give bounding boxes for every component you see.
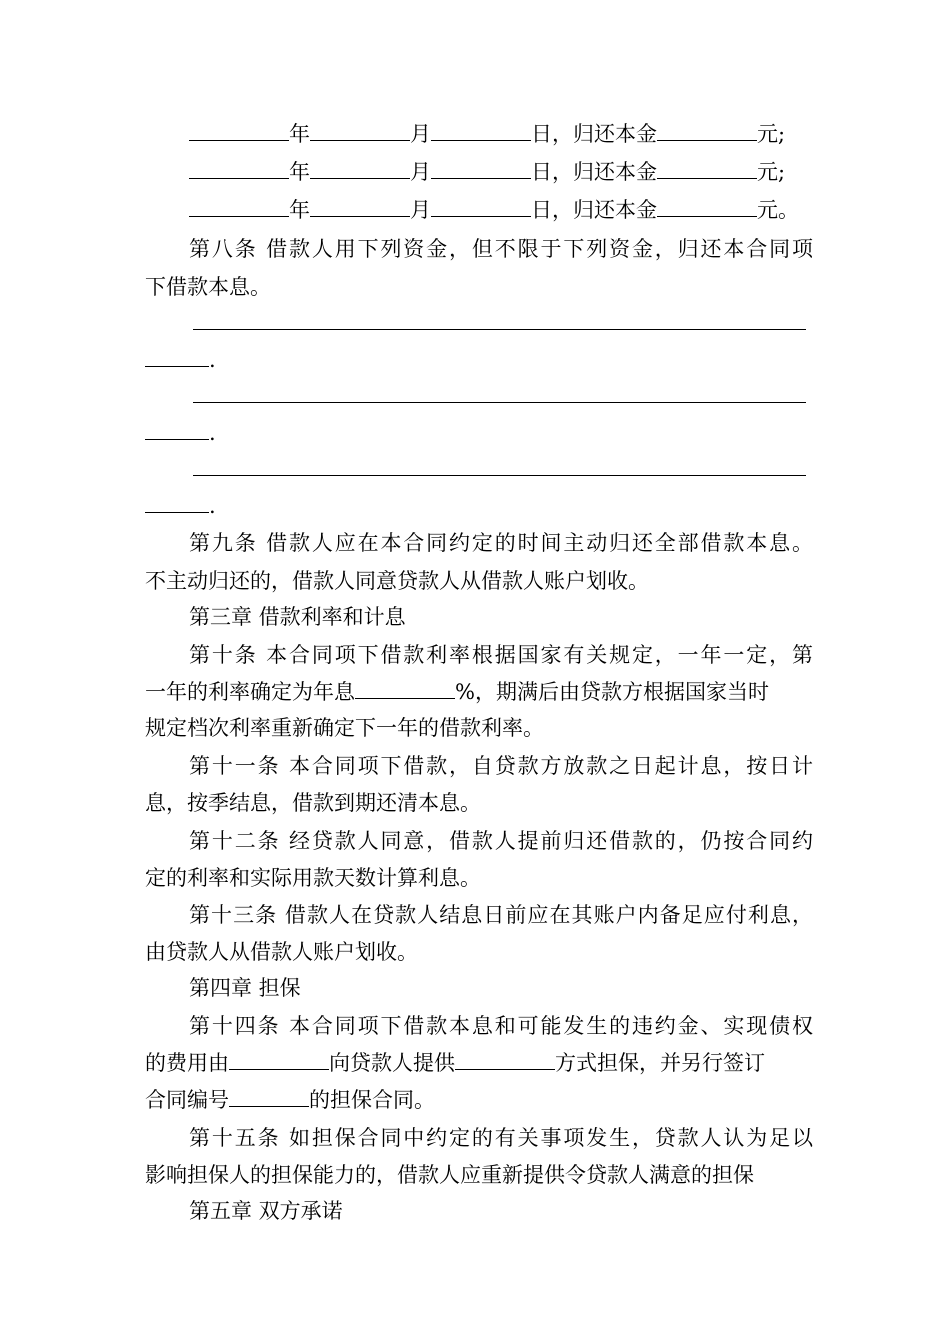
article-15-line-1: 第十五条 如担保合同中约定的有关事项发生，贷款人认为足以 (189, 1126, 813, 1150)
article-15-line-2: 影响担保人的担保能力的，借款人应重新提供令贷款人满意的担保 (145, 1163, 754, 1187)
blank-year (189, 120, 289, 141)
blank-guarantor (229, 1049, 329, 1070)
article-9-line-2: 不主动归还的，借款人同意贷款人从借款人账户划收。 (145, 569, 649, 593)
article-8-line-1: 第八条 借款人用下列资金，但不限于下列资金，归还本合同项 (189, 237, 813, 261)
blank-month (310, 196, 410, 217)
chapter-3-heading: 第三章 借款利率和计息 (189, 605, 406, 629)
label-month: 月 (410, 160, 431, 184)
text: 的担保合同。 (309, 1088, 435, 1112)
blank-amount (657, 158, 757, 179)
article-10-line-1: 第十条 本合同项下借款利率根据国家有关规定，一年一定，第 (189, 643, 813, 667)
short-rule (145, 419, 209, 440)
label-year: 年 (289, 122, 310, 146)
blank-day (431, 120, 531, 141)
label-unit: 元。 (757, 198, 799, 222)
article-10-line-3: 规定档次利率重新确定下一年的借款利率。 (145, 716, 544, 740)
blank-month (310, 158, 410, 179)
blank-month (310, 120, 410, 141)
label-unit: 元; (757, 122, 786, 146)
blank-day (431, 158, 531, 179)
article-8-line-2: 下借款本息。 (145, 275, 271, 299)
article-14-line-2 (145, 1045, 813, 1081)
period-mark: . (209, 421, 216, 445)
blank-year (189, 196, 289, 217)
blank-amount (657, 196, 757, 217)
text: %，期满后由贷款方根据国家当时 (455, 680, 769, 704)
short-rule (145, 492, 209, 513)
label-day-repay: 日，归还本金 (531, 198, 657, 222)
text: 一年的利率确定为年息 (145, 680, 355, 704)
label-month: 月 (410, 198, 431, 222)
short-rule (145, 346, 209, 367)
fill-in-line-2-end (145, 415, 813, 451)
fill-in-rule-2 (193, 402, 806, 403)
blank-year (189, 158, 289, 179)
fill-in-rule-1 (193, 329, 806, 330)
article-11-line-2: 息，按季结息，借款到期还清本息。 (145, 791, 481, 815)
blank-guarantee-type (455, 1049, 555, 1070)
article-14-line-1: 第十四条 本合同项下借款本息和可能发生的违约金、实现债权 (189, 1014, 813, 1038)
repayment-line-2 (189, 154, 813, 190)
chapter-4-heading: 第四章 担保 (189, 976, 301, 1000)
article-11-line-1: 第十一条 本合同项下借款，自贷款方放款之日起计息，按日计 (189, 754, 813, 778)
period-mark: . (209, 348, 216, 372)
label-month: 月 (410, 122, 431, 146)
text: 方式担保，并另行签订 (555, 1051, 765, 1075)
fill-in-rule-3 (193, 475, 806, 476)
blank-day (431, 196, 531, 217)
label-year: 年 (289, 198, 310, 222)
label-unit: 元; (757, 160, 786, 184)
article-12-line-2: 定的利率和实际用款天数计算利息。 (145, 866, 481, 890)
article-9-line-1: 第九条 借款人应在本合同约定的时间主动归还全部借款本息。 (189, 531, 813, 555)
article-13-line-1: 第十三条 借款人在贷款人结息日前应在其账户内备足应付利息， (189, 903, 813, 927)
article-13-line-2: 由贷款人从借款人账户划收。 (145, 940, 418, 964)
label-day-repay: 日，归还本金 (531, 160, 657, 184)
article-14-line-3 (145, 1082, 813, 1118)
fill-in-line-3-end (145, 488, 813, 524)
repayment-line-3 (189, 192, 813, 228)
article-10-line-2 (145, 674, 813, 710)
label-day-repay: 日，归还本金 (531, 122, 657, 146)
label-year: 年 (289, 160, 310, 184)
repayment-line-1 (189, 116, 813, 152)
article-12-line-1: 第十二条 经贷款人同意，借款人提前归还借款的，仍按合同约 (189, 829, 813, 853)
text: 向贷款人提供 (329, 1051, 455, 1075)
text: 的费用由 (145, 1051, 229, 1075)
chapter-5-heading: 第五章 双方承诺 (189, 1199, 343, 1223)
fill-in-line-1-end (145, 342, 813, 378)
blank-contract-number (229, 1086, 309, 1107)
text: 合同编号 (145, 1088, 229, 1112)
blank-interest-rate (355, 678, 455, 699)
period-mark: . (209, 494, 216, 518)
blank-amount (657, 120, 757, 141)
